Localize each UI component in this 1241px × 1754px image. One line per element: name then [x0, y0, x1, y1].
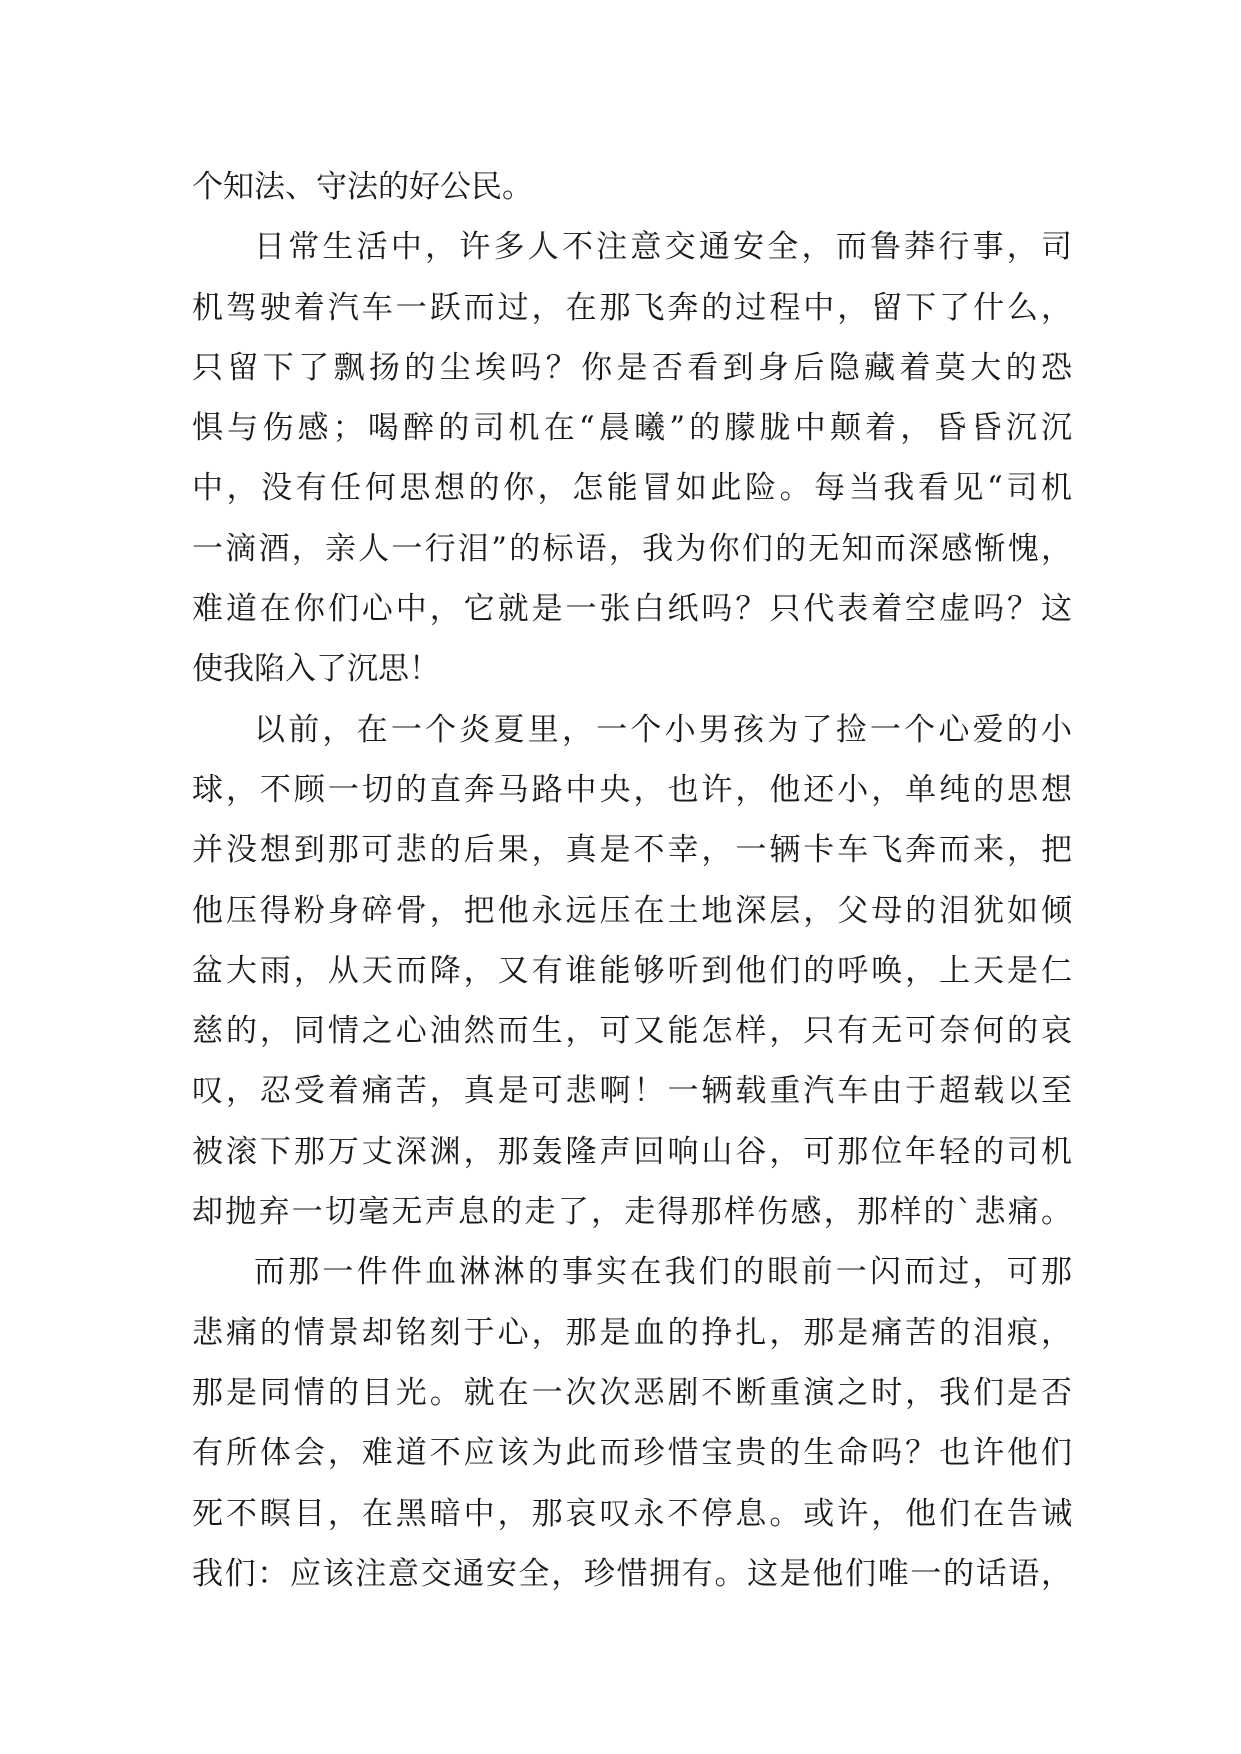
- text-line: 个知法、守法的好公民。: [192, 169, 533, 205]
- document-body: [192, 157, 1072, 1604]
- text-line: 只留下了飘扬的尘埃吗？你是否看到身后隐藏着莫大的恐: [192, 349, 1072, 386]
- text-line: 我们：应该注意交通安全，珍惜拥有。这是他们唯一的话语，: [192, 1555, 1072, 1592]
- text-line: 死不瞑目，在黑暗中，那哀叹永不停息。或许，他们在告诫: [192, 1495, 1072, 1532]
- text-line: 悲痛的情景却铭刻于心，那是血的挣扎，那是痛苦的泪痕，: [192, 1314, 1072, 1351]
- paragraph-first-line: 以前，在一个炎夏里，一个小男孩为了捡一个心爱的小: [254, 711, 1072, 748]
- text-line: 机驾驶着汽车一跃而过，在那飞奔的过程中，留下了什么，: [192, 289, 1072, 326]
- text-line: 使我陷入了沉思！: [192, 651, 440, 688]
- text-line: 却抛弃一切毫无声息的走了，走得那样伤感，那样的`悲痛。: [192, 1194, 1072, 1231]
- text-line: 被滚下那万丈深渊，那轰隆声回响山谷，可那位年轻的司机: [192, 1133, 1072, 1170]
- paragraph-first-line: 而那一件件血淋淋的事实在我们的眼前一闪而过，可那: [254, 1254, 1072, 1291]
- text-line: 并没想到那可悲的后果，真是不幸，一辆卡车飞奔而来，把: [192, 832, 1072, 869]
- text-line: 盆大雨，从天而降，又有谁能够听到他们的呼唤，上天是仁: [192, 952, 1072, 989]
- text-line: 叹，忍受着痛苦，真是可悲啊！一辆载重汽车由于超载以至: [192, 1073, 1072, 1110]
- text-line: 球，不顾一切的直奔马路中央，也许，他还小，单纯的思想: [192, 771, 1072, 808]
- text-line: 那是同情的目光。就在一次次恶剧不断重演之时，我们是否: [192, 1374, 1072, 1411]
- text-line: 难道在你们心中，它就是一张白纸吗？只代表着空虚吗？这: [192, 591, 1072, 628]
- text-line: 慈的，同情之心油然而生，可又能怎样，只有无可奈何的哀: [192, 1013, 1072, 1050]
- text-line: 一滴酒，亲人一行泪”的标语，我为你们的无知而深感惭愧，: [192, 530, 1072, 567]
- paragraph-first-line: 日常生活中，许多人不注意交通安全，而鲁莽行事，司: [254, 229, 1072, 266]
- text-line: 有所体会，难道不应该为此而珍惜宝贵的生命吗？也许他们: [192, 1435, 1072, 1472]
- text-line: 他压得粉身碎骨，把他永远压在土地深层，父母的泪犹如倾: [192, 892, 1072, 929]
- text-line: 惧与伤感；喝醉的司机在“晨曦”的朦胧中颠着，昏昏沉沉: [192, 410, 1072, 447]
- text-line: 中，没有任何思想的你，怎能冒如此险。每当我看见“司机: [192, 470, 1072, 507]
